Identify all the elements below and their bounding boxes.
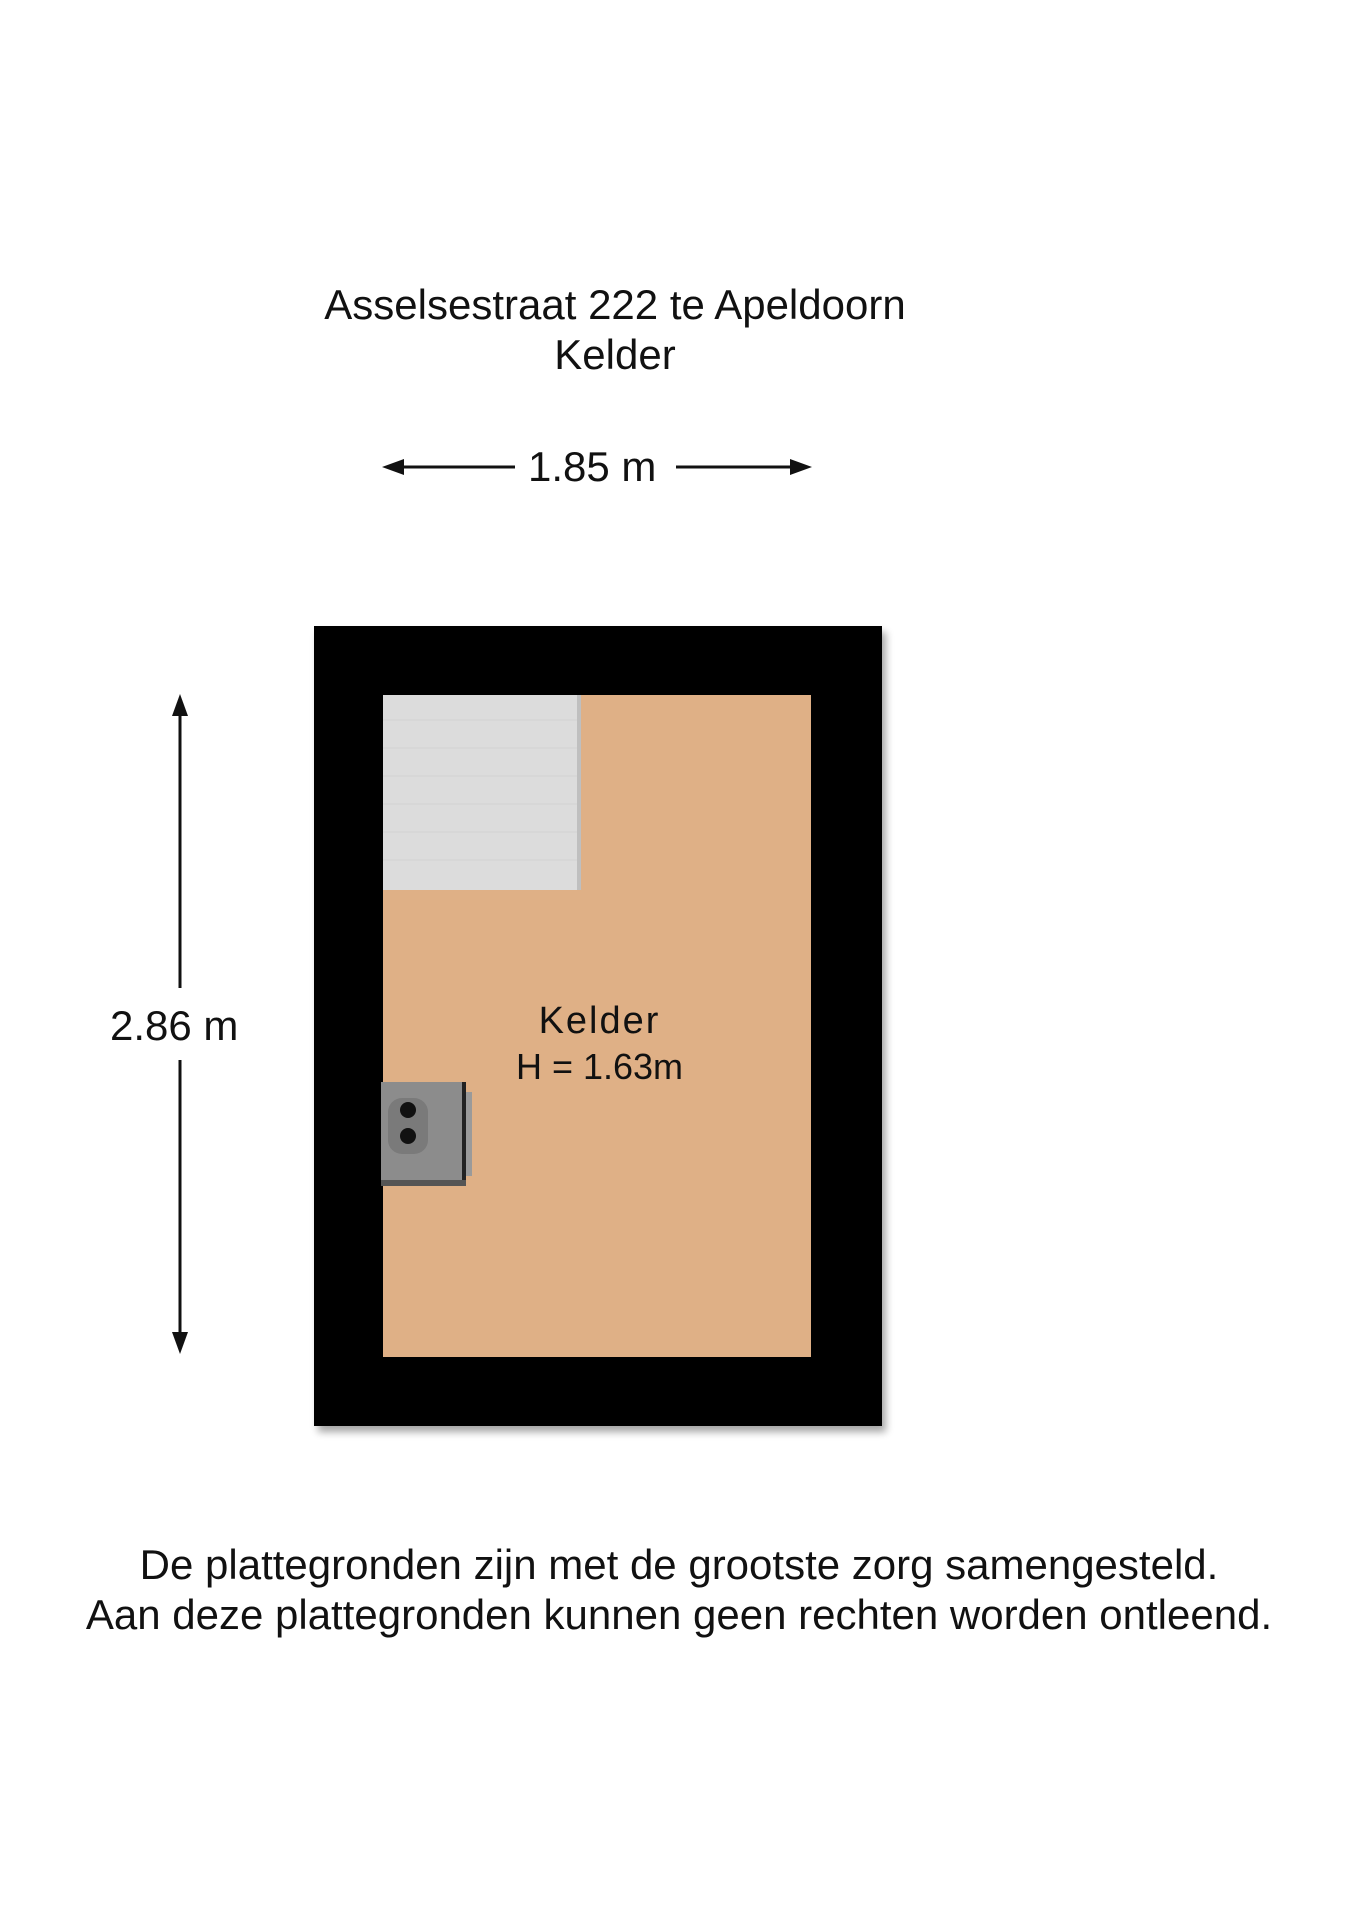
- meter-cabinet-icon: [381, 1082, 472, 1186]
- room-height-label: H = 1.63m: [515, 1046, 684, 1087]
- arrow-right-icon: [790, 459, 812, 475]
- width-dimension-label: 1.85 m: [528, 443, 657, 490]
- arrow-down-icon: [172, 1332, 188, 1354]
- stairs: [383, 695, 581, 890]
- arrow-left-icon: [382, 459, 404, 475]
- disclaimer-line-2: Aan deze plattegronden kunnen geen rechten worden ontleend.: [85, 1591, 1273, 1638]
- height-dimension-label: 2.86 m: [110, 1002, 239, 1049]
- room-name-label: Kelder: [538, 1000, 661, 1042]
- disclaimer-line-1: De plattegronden zijn met de grootste zorg samengesteld.: [139, 1541, 1219, 1588]
- floor-name: Kelder: [554, 331, 676, 378]
- arrow-up-icon: [172, 694, 188, 716]
- plan-title: Asselsestraat 222 te Apeldoorn: [324, 281, 906, 328]
